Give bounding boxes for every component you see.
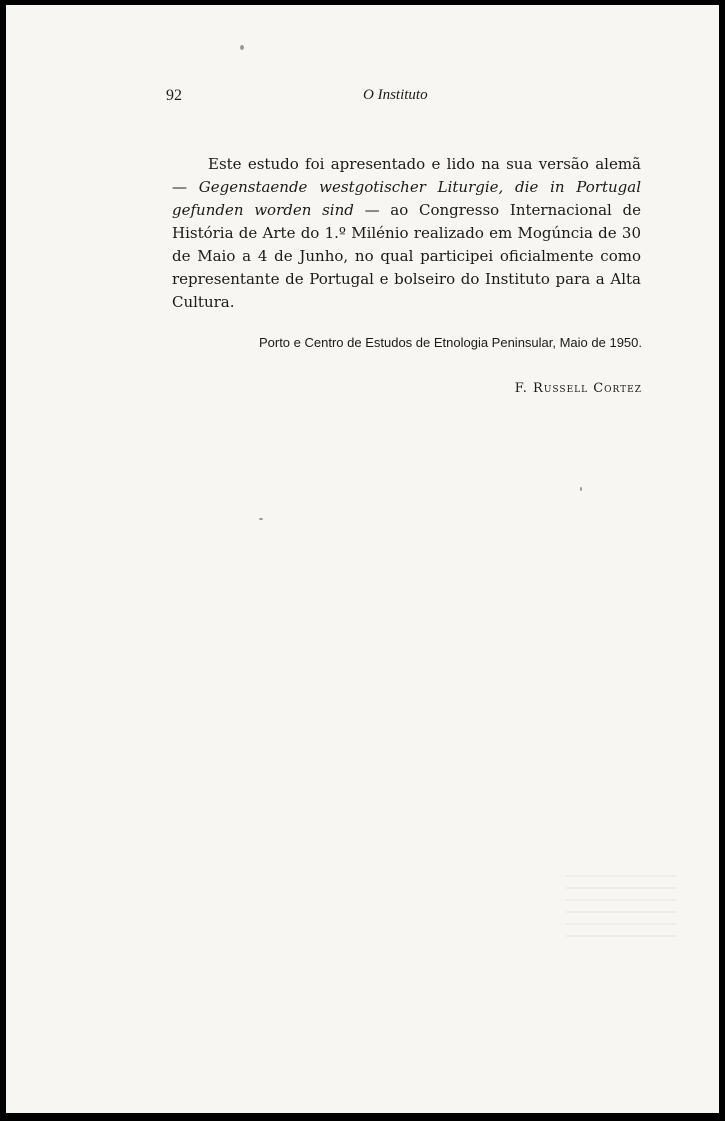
page	[6, 5, 719, 1113]
paragraph-text-end: — ao Congresso Internacional de História de Arte do 1.º Milénio realizado em Mogúncia de 30 de Maio a 4 de Junho, no qual participei oficialmente como representante de Portugal e bolseiro do Instituto para a Alta Cultura.	[172, 201, 642, 311]
italic-title: Gegenstaende westgotischer Liturgie, die in Portugal gefunden worden sind	[172, 178, 641, 219]
paragraph	[172, 153, 641, 314]
place-date-line: Porto e Centro de Estudos de Etnologia Peninsular, Maio de 1950.	[258, 335, 642, 350]
show-through-shadow	[566, 875, 676, 945]
ink-speck	[580, 487, 582, 491]
ink-speck	[259, 518, 263, 520]
paragraph-text-start: Este estudo foi apresentado e lido na sua versão alemã —	[172, 155, 641, 196]
running-head	[6, 87, 719, 111]
main-text	[172, 153, 641, 314]
page-number: 92	[166, 87, 182, 104]
ink-speck	[240, 45, 244, 50]
journal-title: O Instituto	[363, 87, 428, 103]
author-signature: F. Russell Cortez	[514, 381, 642, 396]
